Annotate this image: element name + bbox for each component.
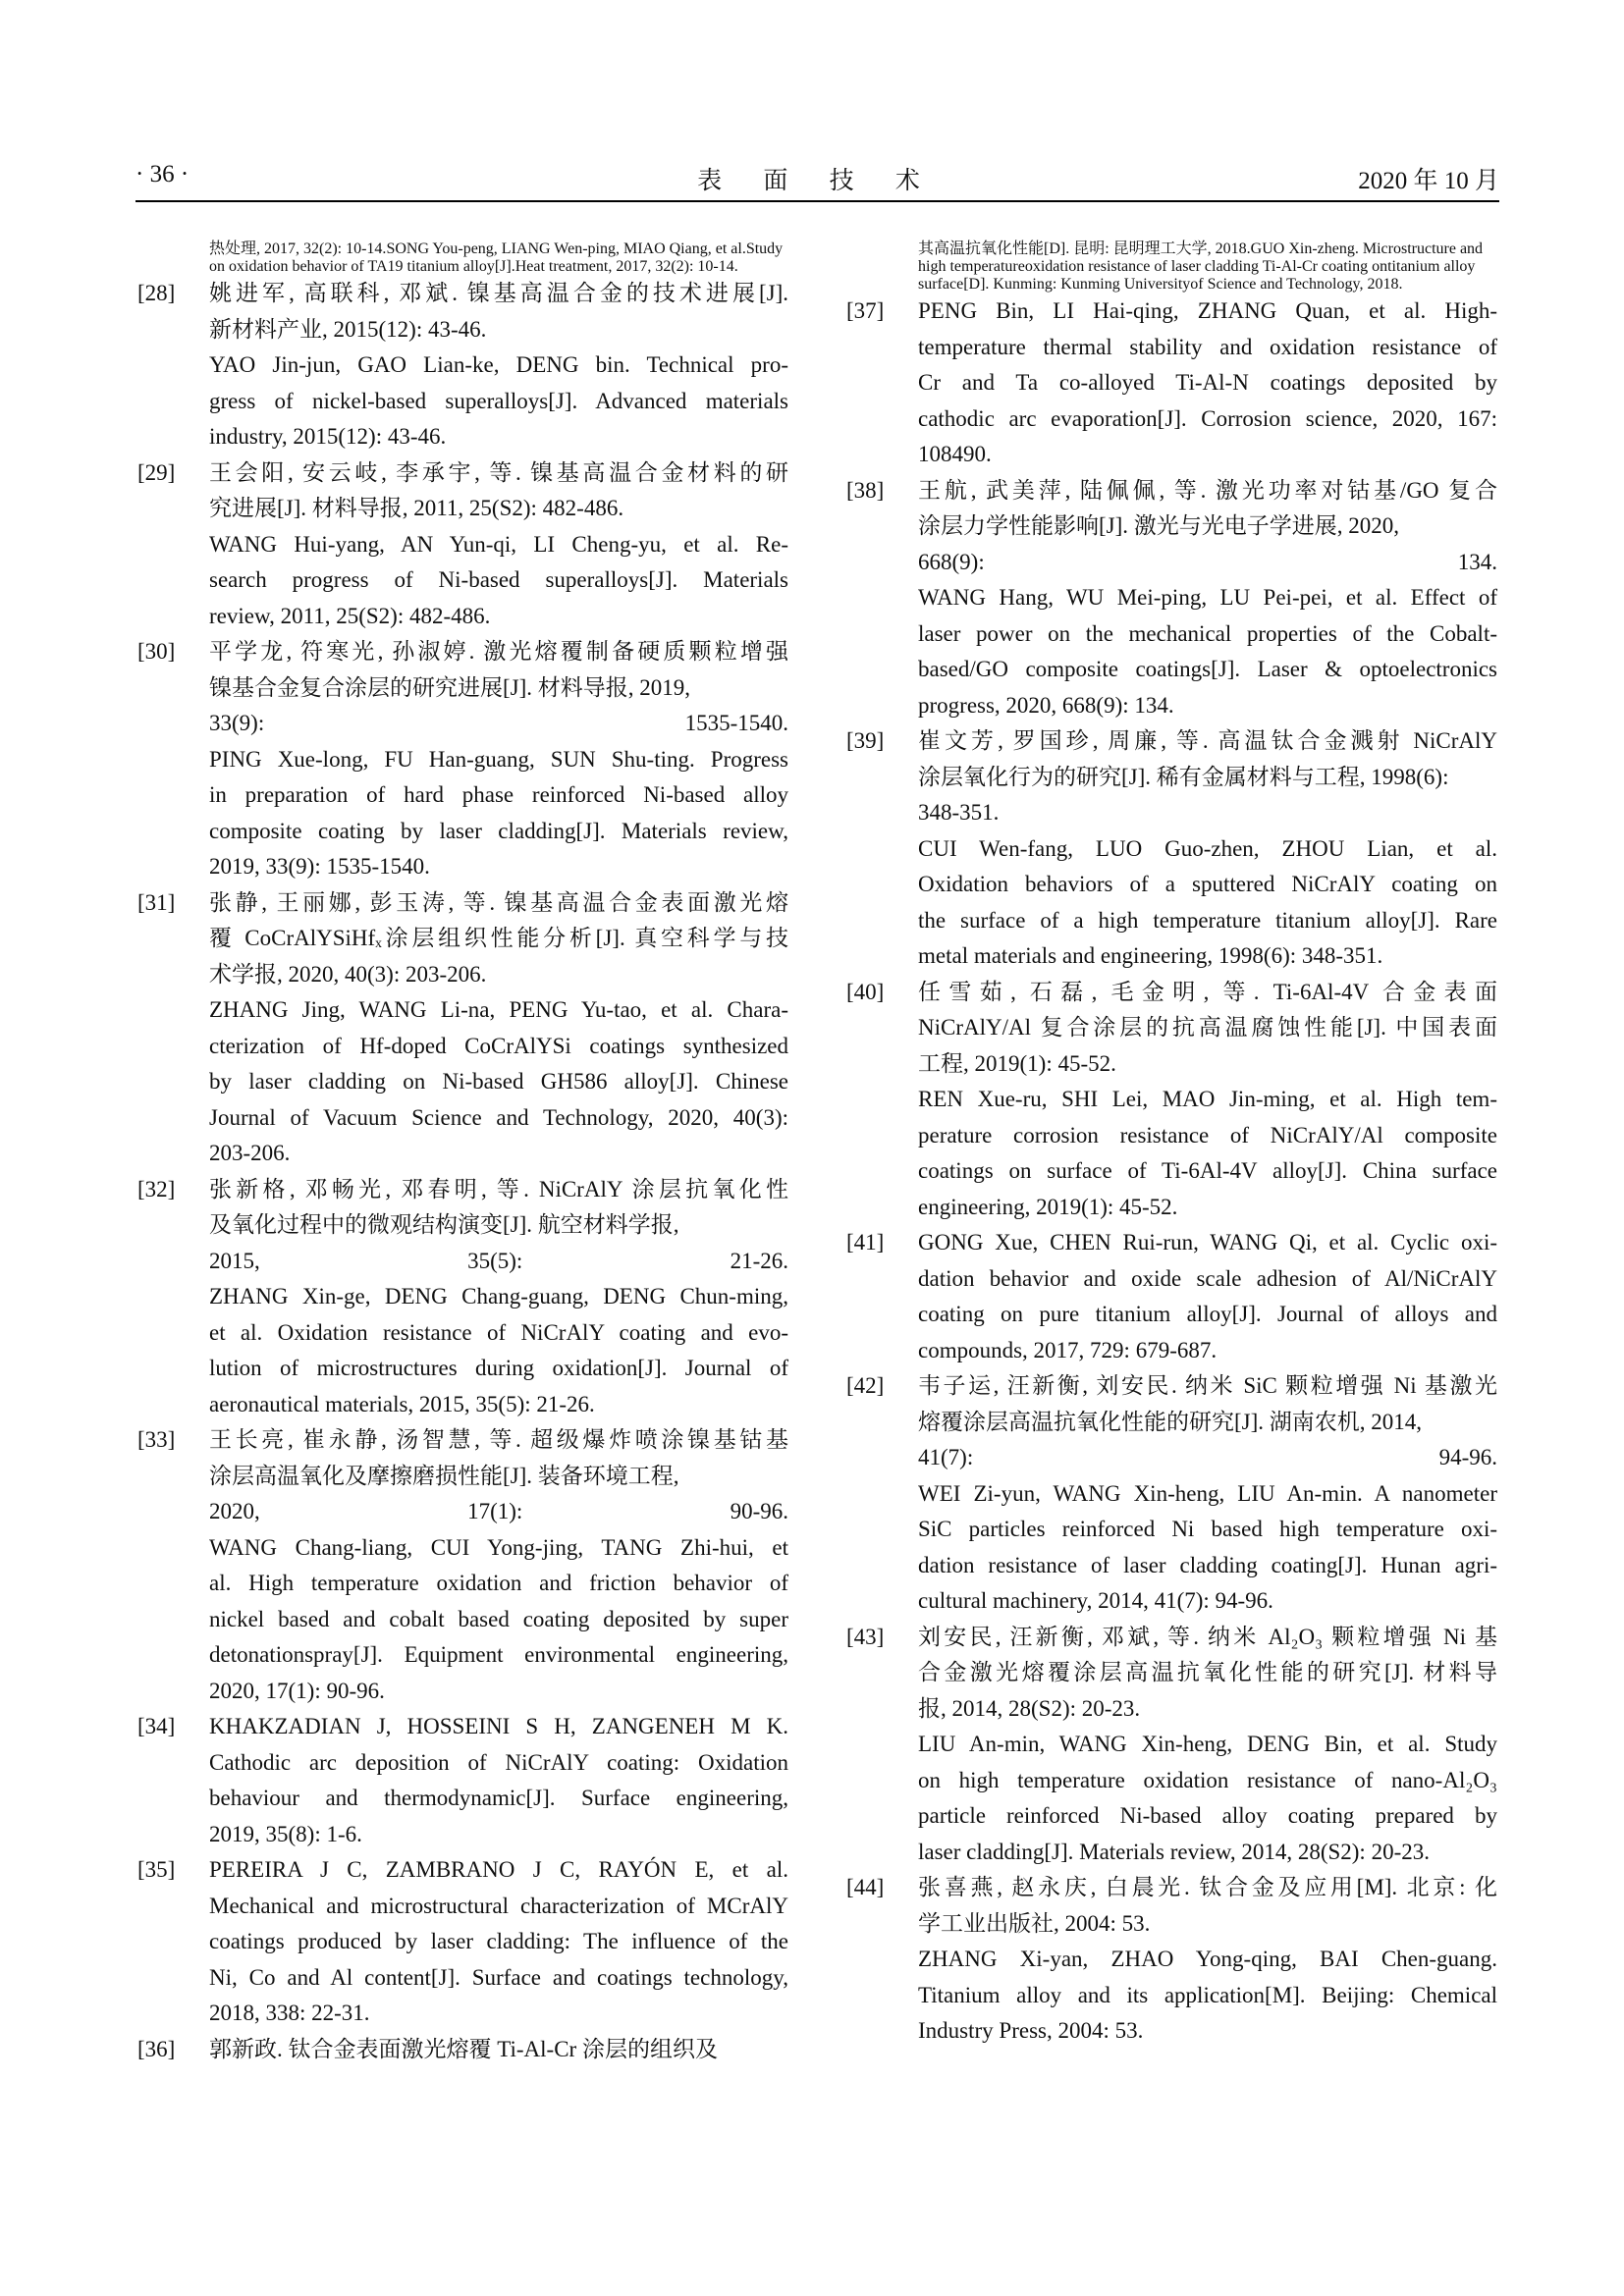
reference-line: Ni, Co and Al content[J]. Surface and coatings technology, [209, 1964, 788, 1990]
reference-line: aeronautical materials, 2015, 35(5): 21-26. [209, 1391, 595, 1416]
reference-line: dation resistance of laser cladding coating[J]. Hunan agri- [918, 1552, 1497, 1577]
reference-line: the surface of a high temperature titanium alloy[J]. Rare [918, 907, 1497, 933]
reference-line: 王会阳, 安云岐, 李承宇, 等. 镍基高温合金材料的研 [209, 459, 788, 485]
reference-line: composite coating by laser cladding[J]. Materials review, [209, 818, 788, 843]
reference-line: et al. Oxidation resistance of NiCrAlY coating and evo- [209, 1319, 788, 1345]
reference-line: YAO Jin-jun, GAO Lian-ke, DENG bin. Technical pro- [209, 352, 788, 377]
reference-number: [34] [137, 1714, 176, 1738]
reference-line: 姚进军, 高联科, 邓斌. 镍基高温合金的技术进展[J]. [209, 281, 788, 305]
reference-line: Journal of Vacuum Science and Technology, 2020, 40(3): [209, 1104, 788, 1130]
page-number: · 36 · [135, 161, 189, 187]
reference-line: search progress of Ni-based superalloys[J]. Materials [209, 567, 788, 592]
reference-line: 668(9): 134. [918, 549, 1497, 574]
reference-line: of Science and Technology, 2018. [1190, 276, 1403, 293]
reference-line: 学工业出版社, 2004: 53. [918, 1910, 1151, 1936]
reference-line: review, 2011, 25(S2): 482-486. [209, 603, 491, 628]
reference-entry [135, 885, 788, 1172]
reference-number: [43] [846, 1624, 885, 1649]
reference-line: progress, 2020, 668(9): 134. [918, 692, 1174, 718]
reference-line: based/GO composite coatings[J]. Laser & optoelectronics [918, 657, 1497, 681]
reference-entry [135, 2032, 788, 2068]
reference-line: 报, 2014, 28(S2): 20-23. [918, 1695, 1141, 1721]
reference-number: [35] [137, 1857, 176, 1882]
reference-entry [844, 473, 1497, 724]
reference-line: metal materials and engineering, 1998(6): 348-351. [918, 943, 1383, 968]
reference-line: 热处理, 2017, 32(2): 10-14. [209, 240, 387, 257]
reference-line: 41(7): 94-96. [918, 1445, 1497, 1469]
reference-line: 2015, 35(5): 21-26. [209, 1248, 788, 1273]
reference-line: WEI Zi-yun, WANG Xin-heng, LIU An-min. A nanometer [918, 1480, 1497, 1506]
reference-number: [39] [846, 728, 885, 753]
reference-line: 2019, 35(8): 1-6. [209, 1821, 362, 1846]
page-header [135, 157, 1499, 202]
reference-line: perature corrosion resistance of NiCrAlY/Al composite [918, 1122, 1497, 1148]
reference-line: GONG Xue, CHEN Rui-run, WANG Qi, et al. Cyclic oxi- [918, 1230, 1497, 1255]
reference-number: [38] [846, 477, 885, 503]
reference-line: coatings produced by laser cladding: The influence of the [209, 1929, 788, 1953]
reference-entry [844, 294, 1497, 473]
reference-entry [135, 1852, 788, 2032]
reference-line: by laser cladding on Ni-based GH586 alloy[J]. Chinese [209, 1069, 788, 1094]
reference-number: [44] [846, 1875, 885, 1899]
reference-line: 术学报, 2020, 40(3): 203-206. [209, 961, 487, 987]
reference-line: 刘安民, 汪新衡, 邓斌, 等. 纳米 Al₂O₃ 颗粒增强 Ni 基 [918, 1624, 1497, 1649]
reference-entry [135, 455, 788, 635]
reference-line: ZHANG Xin-ge, DENG Chang-guang, DENG Chun-ming, [209, 1284, 788, 1308]
reference-line: 2020, 17(1): 90-96. [209, 1678, 385, 1703]
reference-line: Industry Press, 2004: 53. [918, 2018, 1144, 2043]
reference-line: WANG Hui-yang, AN Yun-qi, LI Cheng-yu, et al. Re- [209, 531, 788, 557]
reference-line: 崔文芳, 罗国珍, 周廉, 等. 高温钛合金溅射 NiCrAlY [918, 728, 1497, 753]
reference-line: SiC particles reinforced Ni based high temperature oxi- [918, 1517, 1497, 1541]
reference-line: 涂层高温氧化及摩擦磨损性能[J]. 装备环境工程, [209, 1463, 679, 1488]
reference-line: 2018, 338: 22-31. [209, 2001, 370, 2025]
reference-line: laser cladding[J]. Materials review, 2014, 28(S2): 20-23. [918, 1839, 1430, 1864]
reference-line: lution of microstructures during oxidation[J]. Journal of [209, 1356, 788, 1380]
reference-number: [37] [846, 298, 885, 323]
reference-line: 108490. [918, 442, 992, 466]
reference-line: LIU An-min, WANG Xin-heng, DENG Bin, et al. Study [918, 1732, 1497, 1756]
reference-line: cathodic arc evaporation[J]. Corrosion science, 2020, 167: [918, 405, 1497, 431]
reference-number: [41] [846, 1230, 885, 1255]
reference-line: on high temperature oxidation resistance of nano-Al₂O₃ [918, 1767, 1497, 1792]
reference-line: Titanium alloy and its application[M]. Beijing: Chemical [918, 1982, 1497, 2007]
reference-line: PENG Bin, LI Hai-qing, ZHANG Quan, et al. High- [918, 298, 1497, 323]
reference-line: 熔覆涂层高温抗氧化性能的研究[J]. 湖南农机, 2014, [918, 1409, 1423, 1434]
reference-line: NiCrAlY/Al 复合涂层的抗高温腐蚀性能[J]. 中国表面 [918, 1015, 1497, 1040]
reference-line: 工程, 2019(1): 45-52. [918, 1050, 1116, 1076]
reference-line: 张静, 王丽娜, 彭玉涛, 等. 镍基高温合金表面激光熔 [209, 889, 788, 915]
reference-line: cterization of Hf-doped CoCrAlYSi coatings synthesized [209, 1033, 788, 1058]
reference-number: [28] [137, 281, 176, 305]
reference-line: 镍基合金复合涂层的研究进展[J]. 材料导报, 2019, [209, 674, 691, 700]
reference-line: Study on oxidation behavior of TA19 titanium alloy[J]. [209, 240, 784, 275]
reference-line: al. High temperature oxidation and friction behavior of [209, 1571, 788, 1595]
reference-line: Oxidation behaviors of a sputtered NiCrAlY coating on [918, 872, 1497, 896]
reference-line: 王长亮, 崔永静, 汤智慧, 等. 超级爆炸喷涂镍基钴基 [209, 1427, 788, 1452]
reference-line: 涂层力学性能影响[J]. 激光与光电子学进展, 2020, [918, 513, 1400, 538]
reference-entry [844, 975, 1497, 1226]
reference-line: 韦子运, 汪新衡, 刘安民. 纳米 SiC 颗粒增强 Ni 基激光 [918, 1373, 1497, 1398]
reference-line: industry, 2015(12): 43-46. [209, 424, 447, 449]
reference-line: detonationspray[J]. Equipment environmental engineering, [209, 1642, 788, 1667]
reference-line: titanium alloy surface[D]. Kunming: Kunming University [918, 258, 1476, 293]
reference-number: [32] [137, 1176, 176, 1201]
reference-line: in preparation of hard phase reinforced Ni-based alloy [209, 782, 788, 807]
reference-line: KHAKZADIAN J, HOSSEINI S H, ZANGENEH M K. [209, 1714, 788, 1738]
reference-line: compounds, 2017, 729: 679-687. [918, 1337, 1218, 1362]
reference-line: 郭新政. 钛合金表面激光熔覆 Ti-Al-Cr 涂层的组织及 [209, 2036, 718, 2061]
reference-number: [36] [137, 2036, 176, 2061]
reference-line: behaviour and thermodynamic[J]. Surface engineering, [209, 1786, 788, 1810]
reference-line: 合金激光熔覆涂层高温抗氧化性能的研究[J]. 材料导 [918, 1660, 1497, 1684]
reference-column-left [135, 236, 788, 2067]
reference-continuation [135, 236, 788, 276]
reference-line: 究进展[J]. 材料导报, 2011, 25(S2): 482-486. [209, 496, 624, 520]
reference-line: ZHANG Jing, WANG Li-na, PENG Yu-tao, et al. Chara- [209, 997, 788, 1022]
reference-line: dation behavior and oxide scale adhesion of Al/NiCrAlY [918, 1265, 1497, 1291]
reference-entry [844, 723, 1497, 975]
reference-line: Mechanical and microstructural characterization of MCrAlY [209, 1893, 788, 1918]
reference-line: 张喜燕, 赵永庆, 白晨光. 钛合金及应用[M]. 北京: 化 [918, 1875, 1497, 1899]
reference-entry [844, 1620, 1497, 1871]
reference-line: 33(9): 1535-1540. [209, 711, 788, 735]
reference-line: 2020, 17(1): 90-96. [209, 1499, 788, 1523]
reference-line: coating on pure titanium alloy[J]. Journal of alloys and [918, 1302, 1497, 1326]
reference-line: PING Xue-long, FU Han-guang, SUN Shu-ting. Progress [209, 746, 788, 772]
reference-line: Heat treatment, 2017, 32(2): 10-14. [514, 258, 738, 275]
reference-line: 348-351. [918, 800, 1000, 825]
reference-line: CUI Wen-fang, LUO Guo-zhen, ZHOU Lian, et al. [918, 835, 1497, 861]
reference-line: PEREIRA J C, ZAMBRANO J C, RAYÓN E, et al. [209, 1857, 788, 1882]
reference-line: GUO Xin-zheng. Microstructure and high temperature [918, 240, 1484, 275]
reference-number: [40] [846, 979, 885, 1004]
reference-line: oxidation resistance of laser cladding Ti-Al-Cr coating on [1024, 258, 1388, 275]
reference-line: temperature thermal stability and oxidation resistance of [918, 334, 1497, 359]
reference-entry [135, 276, 788, 455]
reference-entry [844, 1225, 1497, 1368]
reference-line: WANG Hang, WU Mei-ping, LU Pei-pei, et al. Effect of [918, 585, 1497, 610]
reference-column-right [844, 236, 1497, 2050]
reference-line: 王航, 武美萍, 陆佩佩, 等. 激光功率对钴基/GO 复合 [918, 477, 1497, 503]
reference-line: particle reinforced Ni-based alloy coating prepared by [918, 1803, 1497, 1828]
reference-line: 平学龙, 符寒光, 孙淑婷. 激光熔覆制备硬质颗粒增强 [209, 639, 788, 664]
journal-title: 表 面 技 术 [697, 168, 938, 194]
reference-number: [30] [137, 639, 176, 664]
reference-line: WANG Chang-liang, CUI Yong-jing, TANG Zhi-hui, et [209, 1534, 788, 1560]
reference-line: Cr and Ta co-alloyed Ti-Al-N coatings deposited by [918, 370, 1497, 395]
reference-line: laser power on the mechanical properties of the Cobalt- [918, 620, 1497, 646]
reference-entry [135, 1709, 788, 1852]
reference-number: [31] [137, 889, 176, 915]
reference-entry [135, 1172, 788, 1423]
reference-line: 203-206. [209, 1141, 291, 1165]
reference-line: engineering, 2019(1): 45-52. [918, 1194, 1178, 1219]
reference-line: ZHANG Xi-yan, ZHAO Yong-qing, BAI Chen-guang. [918, 1947, 1497, 1971]
reference-number: [33] [137, 1427, 176, 1452]
reference-line: 其高温抗氧化性能[D]. 昆明: 昆明理工大学, 2018. [918, 240, 1251, 257]
reference-line: SONG You-peng, LIANG Wen-ping, MIAO Qiang, et al. [386, 240, 746, 257]
reference-line: cultural machinery, 2014, 41(7): 94-96. [918, 1588, 1273, 1613]
reference-number: [29] [137, 459, 176, 485]
reference-entry [844, 1368, 1497, 1620]
reference-entry [135, 634, 788, 885]
reference-line: coatings on surface of Ti-6Al-4V alloy[J]. China surface [918, 1158, 1497, 1183]
reference-line: 2019, 33(9): 1535-1540. [209, 854, 430, 879]
issue-date: 2020 年 10 月 [1358, 168, 1499, 194]
reference-line: REN Xue-ru, SHI Lei, MAO Jin-ming, et al. High tem- [918, 1087, 1497, 1111]
reference-entry [135, 1422, 788, 1709]
reference-line: 张新格, 邓畅光, 邓春明, 等. NiCrAlY 涂层抗氧化性 [209, 1176, 788, 1201]
reference-continuation [844, 236, 1497, 294]
reference-line: 新材料产业, 2015(12): 43-46. [209, 316, 487, 342]
reference-line: 覆 CoCrAlYSiHfₓ涂层组织性能分析[J]. 真空科学与技 [209, 926, 788, 950]
reference-line: Cathodic arc deposition of NiCrAlY coating: Oxidation [209, 1749, 788, 1775]
reference-line: 及氧化过程中的微观结构演变[J]. 航空材料学报, [209, 1212, 679, 1237]
reference-line: 任雪茹, 石磊, 毛金明, 等. Ti-6Al-4V 合金表面 [918, 979, 1497, 1004]
reference-entry [844, 1870, 1497, 2050]
reference-line: gress of nickel-based superalloys[J]. Advanced materials [209, 388, 788, 413]
reference-line: nickel based and cobalt based coating deposited by super [209, 1606, 788, 1631]
reference-number: [42] [846, 1373, 885, 1398]
reference-line: 涂层氧化行为的研究[J]. 稀有金属材料与工程, 1998(6): [918, 764, 1449, 789]
